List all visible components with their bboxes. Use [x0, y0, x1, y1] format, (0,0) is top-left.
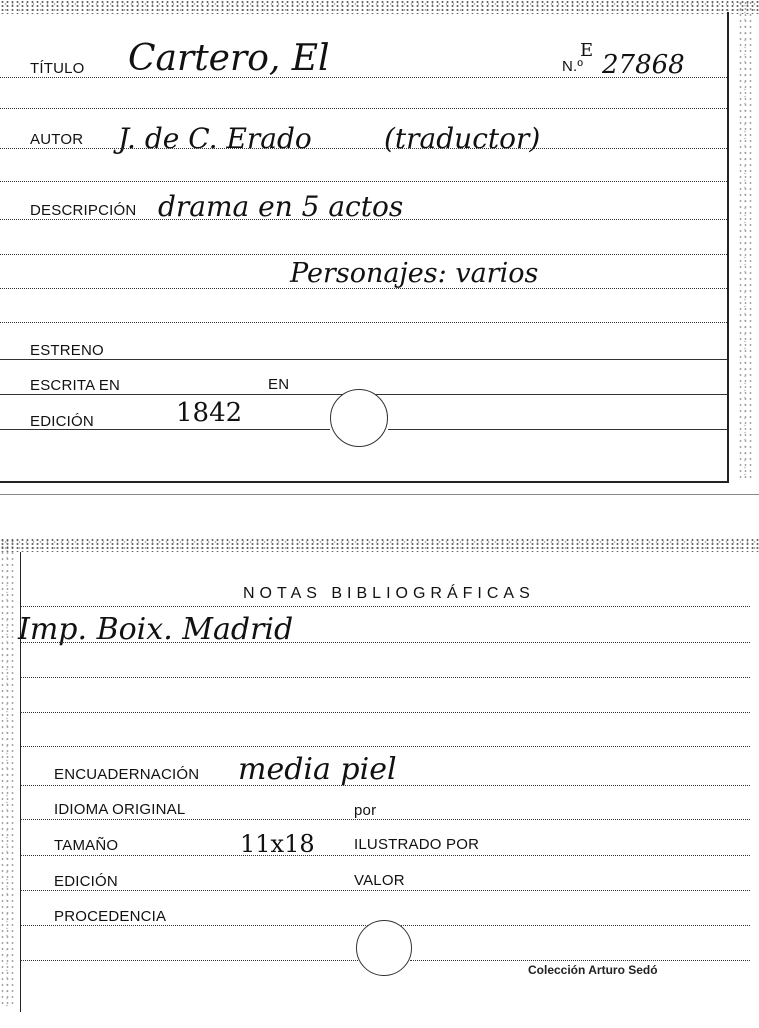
rule-autor [0, 148, 727, 149]
procedencia-label: PROCEDENCIA [54, 908, 167, 925]
escrita-en-label: ESCRITA EN [30, 377, 121, 394]
autor-label: AUTOR [30, 131, 84, 148]
rule-descripcion [0, 219, 727, 220]
rule-tamano [20, 855, 750, 856]
rule-bottom-right [410, 960, 750, 961]
titulo-value: Cartero, El [128, 38, 330, 79]
rule-4 [0, 288, 727, 289]
rule-notes-4 [20, 712, 750, 713]
rule-edicion-right [388, 429, 727, 430]
rule-estreno [0, 359, 727, 360]
titulo-label: TÍTULO [30, 60, 85, 77]
scan-noise-left-back [0, 538, 14, 1008]
autor-role: (traductor) [384, 122, 541, 155]
numero-label: N.º [562, 58, 584, 75]
rule-notes-5 [20, 746, 750, 747]
estreno-label: ESTRENO [30, 342, 104, 359]
punch-hole-back [356, 920, 412, 976]
descripcion-value: drama en 5 actos [158, 190, 404, 223]
scan-noise-right [738, 0, 752, 480]
personajes-value: Personajes: varios [290, 258, 539, 289]
rule-edicion-back [20, 890, 750, 891]
tamano-label: TAMAÑO [54, 837, 119, 854]
autor-value: J. de C. Erado [118, 122, 312, 155]
card-bottom-edge [0, 481, 729, 483]
notas-bibliograficas-title: NOTAS BIBLIOGRÁFICAS [243, 585, 535, 602]
scan-noise-top-back [0, 538, 759, 552]
ilustrado-por-label: ILUSTRADO POR [354, 836, 480, 853]
encuadernacion-label: ENCUADERNACIÓN [54, 766, 200, 783]
front-catalog-card [0, 0, 759, 494]
rule-2 [0, 181, 727, 182]
rule-notes-2 [20, 642, 750, 643]
tamano-value: 11x18 [240, 830, 315, 858]
rule-notes-3 [20, 677, 750, 678]
rule-notes-1 [20, 606, 750, 607]
encuadernacion-value: media piel [238, 752, 397, 787]
punch-hole [330, 389, 388, 447]
notes-value: Imp. Boix. Madrid [18, 612, 294, 647]
rule-idioma [20, 819, 750, 820]
rule-encuadernacion [20, 785, 750, 786]
edicion-back-label: EDICIÓN [54, 873, 118, 890]
edicion-label: EDICIÓN [30, 413, 94, 430]
scan-divider [0, 494, 759, 495]
valor-label: VALOR [354, 872, 405, 889]
rule-titulo [0, 77, 727, 78]
por-label: por [354, 802, 377, 819]
scan-noise-top [0, 0, 759, 14]
rule-3 [0, 254, 727, 255]
rule-5 [0, 322, 727, 323]
numero-value: 27868 [602, 50, 685, 80]
numero-prefix: E [580, 40, 594, 61]
collection-credit: Colección Arturo Sedó [528, 963, 658, 977]
card-right-edge [727, 12, 729, 482]
en-label: EN [268, 376, 290, 393]
rule-bottom-left [20, 960, 358, 961]
idioma-original-label: IDIOMA ORIGINAL [54, 801, 186, 818]
edicion-value: 1842 [176, 398, 243, 428]
rule-1 [0, 108, 727, 109]
rule-edicion-left [0, 429, 330, 430]
descripcion-label: DESCRIPCIÓN [30, 202, 137, 219]
